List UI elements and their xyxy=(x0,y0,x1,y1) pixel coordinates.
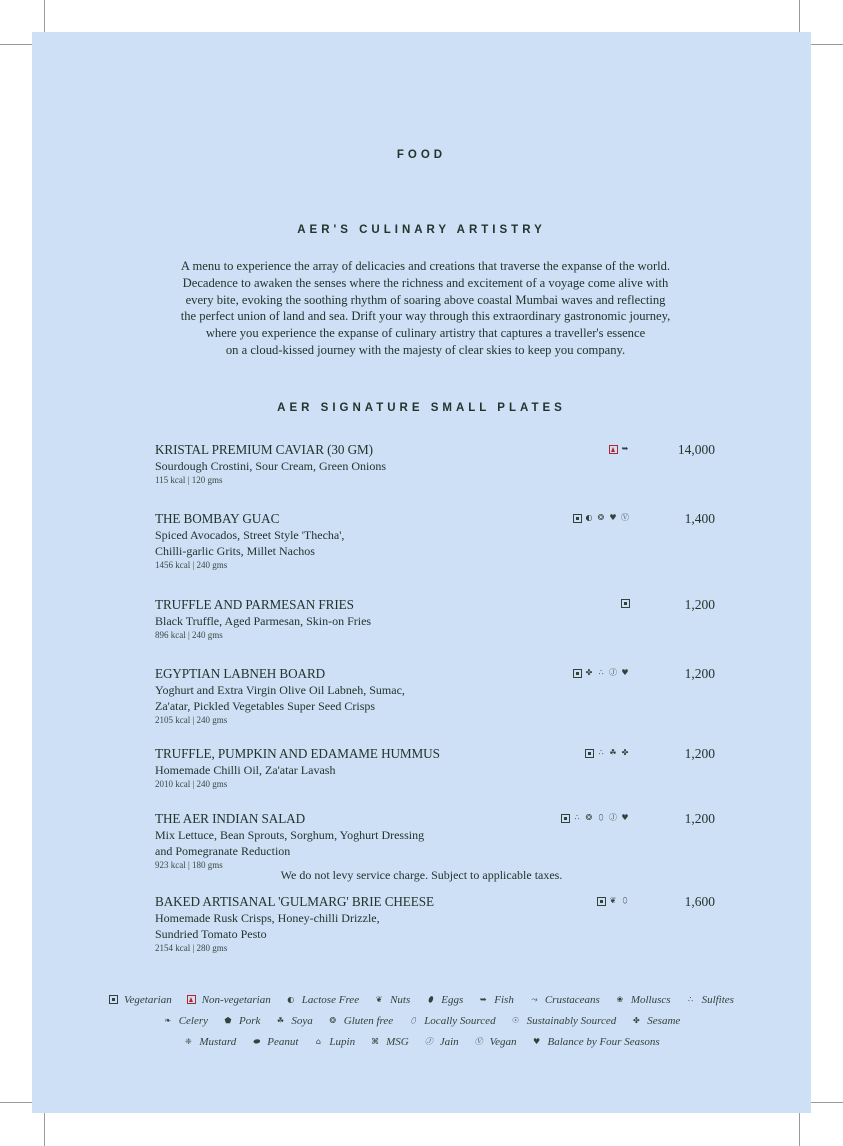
veg-icon xyxy=(573,669,582,678)
legend-entry xyxy=(328,1015,393,1027)
legend-label: Sesame xyxy=(647,1014,681,1027)
balance-icon: ♥ xyxy=(621,813,629,822)
item-description: Sourdough Crostini, Sour Cream, Green Onions xyxy=(155,459,386,473)
legend-entry xyxy=(511,1015,617,1027)
lactose-free-icon: ◐ xyxy=(287,994,295,1004)
item-description: Za'atar, Pickled Vegetables Super Seed Crisps xyxy=(155,699,376,713)
item-price: 1,600 xyxy=(684,894,715,909)
legend-entry xyxy=(187,994,271,1006)
legend-row xyxy=(32,1010,811,1031)
jain-icon: Ⓙ xyxy=(424,1036,433,1046)
veg-icon xyxy=(597,897,606,906)
gluten-free-icon: ❂ xyxy=(597,513,605,522)
soya-icon: ☘ xyxy=(276,1015,284,1025)
item-dietary-icons xyxy=(573,668,630,678)
eggs-icon: ⬮ xyxy=(427,994,433,1004)
celery-icon: ❧ xyxy=(164,1015,172,1025)
intro-line: where you experience the expanse of culinary artistry that captures a traveller's essence xyxy=(205,326,646,341)
footer-note: We do not levy service charge. Subject to applicable taxes. xyxy=(280,868,563,882)
item-kcal: 115 kcal | 120 gms xyxy=(155,475,223,485)
legend-label: Gluten free xyxy=(343,1014,394,1027)
pork-icon: ⬟ xyxy=(224,1015,232,1025)
locally-sourced-icon: ⬯ xyxy=(410,1015,416,1025)
legend-entry xyxy=(425,994,463,1006)
intro-line: the perfect union of land and sea. Drift your way through this extraordinary gastronomic journey, xyxy=(180,309,671,324)
item-dietary-icons xyxy=(561,813,630,823)
item-kcal: 1456 kcal | 240 gms xyxy=(155,560,228,570)
legend-label: Non-vegetarian xyxy=(201,993,271,1006)
food-heading: FOOD xyxy=(396,149,447,161)
fish-icon: ➥ xyxy=(479,994,487,1004)
vegan-icon: Ⓥ xyxy=(621,513,629,522)
legend-entry xyxy=(251,1036,298,1048)
legend-label: Jain xyxy=(439,1035,459,1048)
item-price: 1,200 xyxy=(684,597,715,612)
veg-icon xyxy=(561,814,570,823)
intro-line: every bite, evoking the soothing rhythm of soaring above coastal Mumbai waves and reflecting xyxy=(185,292,666,307)
legend-entry xyxy=(286,994,359,1006)
intro-paragraph xyxy=(132,258,719,359)
sesame-icon: ✤ xyxy=(632,1015,640,1025)
peanut-icon: ⬬ xyxy=(252,1036,260,1046)
item-price: 1,400 xyxy=(684,511,715,526)
veg-icon xyxy=(621,599,630,608)
item-dietary-icons xyxy=(597,896,630,906)
non-veg-icon xyxy=(609,445,618,454)
vegan-icon: Ⓥ xyxy=(474,1036,483,1046)
legend-label: Molluscs xyxy=(630,993,671,1006)
item-name: TRUFFLE, PUMPKIN AND EDAMAME HUMMUS xyxy=(155,746,440,761)
legend-entry xyxy=(529,994,600,1006)
item-description: Homemade Chilli Oil, Za'atar Lavash xyxy=(155,763,336,777)
item-description: and Pomegranate Reduction xyxy=(155,844,291,858)
menu-item xyxy=(155,746,715,791)
sesame-icon: ✤ xyxy=(621,748,629,757)
sustainably-sourced-icon: ☉ xyxy=(511,1015,520,1025)
legend-label: Lactose Free xyxy=(301,993,360,1006)
section-heading: AER SIGNATURE SMALL PLATES xyxy=(277,402,566,414)
legend-entry xyxy=(686,994,734,1006)
gluten-free-icon: ❂ xyxy=(585,813,593,822)
sulfites-icon: ∴ xyxy=(598,748,604,757)
sulfites-icon: ∴ xyxy=(574,813,580,822)
legend-label: Peanut xyxy=(267,1035,299,1048)
item-dietary-icons xyxy=(585,748,630,758)
crop-mark xyxy=(44,0,45,32)
item-price: 14,000 xyxy=(677,442,715,457)
item-dietary-icons xyxy=(621,599,630,608)
item-description: Black Truffle, Aged Parmesan, Skin-on Fries xyxy=(155,614,372,628)
crop-mark xyxy=(44,1113,45,1146)
item-description: Mix Lettuce, Bean Sprouts, Sorghum, Yoghurt Dressing xyxy=(155,828,425,842)
menu-page xyxy=(32,32,811,1113)
crop-mark xyxy=(799,0,800,32)
legend-label: Soya xyxy=(291,1014,313,1027)
legend-row xyxy=(32,1031,811,1052)
item-description: Sundried Tomato Pesto xyxy=(155,927,267,941)
item-name: EGYPTIAN LABNEH BOARD xyxy=(155,666,326,681)
veg-icon xyxy=(109,995,118,1004)
lupin-icon: ⌂ xyxy=(315,1036,321,1046)
item-name: THE AER INDIAN SALAD xyxy=(155,811,306,826)
sulfites-icon: ∴ xyxy=(598,668,604,677)
intro-line: A menu to experience the array of delicacies and creations that traverse the expanse of the world. xyxy=(180,259,671,273)
crustaceans-icon: ⤳ xyxy=(530,994,538,1004)
legend-label: Eggs xyxy=(441,993,464,1006)
legend-entry xyxy=(532,1036,660,1048)
legend-entry xyxy=(275,1015,312,1027)
jain-icon: Ⓙ xyxy=(609,668,617,677)
menu-item xyxy=(155,597,715,642)
legend-entry xyxy=(370,1036,409,1048)
item-name: KRISTAL PREMIUM CAVIAR (30 GM) xyxy=(155,442,373,457)
item-dietary-icons xyxy=(609,444,630,454)
culinary-heading: AER'S CULINARY ARTISTRY xyxy=(297,224,546,236)
jain-icon: Ⓙ xyxy=(609,813,617,822)
legend-label: Fish xyxy=(494,993,514,1006)
crop-mark xyxy=(811,44,843,45)
balance-icon: ♥ xyxy=(609,513,617,522)
balance-icon: ♥ xyxy=(621,668,629,677)
item-price: 1,200 xyxy=(684,746,715,761)
locally-sourced-icon: ⬯ xyxy=(598,813,604,822)
legend-entry xyxy=(474,1036,517,1048)
legend-entry xyxy=(109,994,172,1006)
legend-label: MSG xyxy=(386,1035,409,1048)
veg-icon xyxy=(585,749,594,758)
sulfites-icon: ∴ xyxy=(688,994,694,1004)
item-description: Spiced Avocados, Street Style 'Thecha', xyxy=(155,528,345,542)
sesame-icon: ✤ xyxy=(585,668,593,677)
mustard-icon: ❈ xyxy=(184,1036,192,1046)
legend-entry xyxy=(183,1036,236,1048)
locally-sourced-icon: ⬯ xyxy=(622,896,628,905)
crop-mark xyxy=(811,1102,843,1103)
lactose-free-icon: ◐ xyxy=(585,513,593,522)
fish-icon: ➥ xyxy=(621,444,629,453)
item-kcal: 2154 kcal | 280 gms xyxy=(155,943,228,953)
gluten-free-icon: ❂ xyxy=(329,1015,337,1025)
balance-icon: ♥ xyxy=(532,1036,541,1046)
legend-entry xyxy=(408,1015,495,1027)
legend-entry xyxy=(223,1015,260,1027)
legend-row xyxy=(32,989,811,1010)
legend-label: Mustard xyxy=(199,1035,237,1048)
item-kcal: 2010 kcal | 240 gms xyxy=(155,779,228,789)
menu-item xyxy=(155,666,715,727)
dietary-legend xyxy=(32,989,811,1052)
intro-line: Decadence to awaken the senses where the richness and excitement of a voyage come alive with xyxy=(182,275,669,290)
veg-icon xyxy=(573,514,582,523)
nuts-icon: ❦ xyxy=(375,994,383,1004)
legend-label: Balance by Four Seasons xyxy=(547,1035,660,1048)
item-description: Chilli-garlic Grits, Millet Nachos xyxy=(155,544,315,558)
item-kcal: 2105 kcal | 240 gms xyxy=(155,715,228,725)
item-price: 1,200 xyxy=(684,811,715,826)
legend-label: Celery xyxy=(178,1014,209,1027)
item-dietary-icons xyxy=(573,513,630,523)
item-price: 1,200 xyxy=(684,666,715,681)
legend-label: Crustaceans xyxy=(544,993,600,1006)
legend-entry xyxy=(374,994,410,1006)
nuts-icon: ❦ xyxy=(609,896,617,905)
menu-item xyxy=(155,442,715,487)
legend-label: Vegetarian xyxy=(124,993,172,1006)
legend-label: Pork xyxy=(239,1014,261,1027)
item-description: Homemade Rusk Crisps, Honey-chilli Drizzle, xyxy=(155,911,380,925)
crop-mark xyxy=(0,44,32,45)
legend-label: Sustainably Sourced xyxy=(526,1014,617,1027)
msg-icon: ⌘ xyxy=(371,1036,380,1046)
item-name: THE BOMBAY GUAC xyxy=(155,511,280,526)
intro-line: on a cloud-kissed journey with the majesty of clear skies to keep you company. xyxy=(225,342,626,357)
item-name: TRUFFLE AND PARMESAN FRIES xyxy=(155,597,354,612)
menu-item xyxy=(155,511,715,572)
legend-entry xyxy=(424,1036,459,1048)
crop-mark xyxy=(0,1102,32,1103)
menu-item xyxy=(155,811,715,872)
molluscs-icon: ❀ xyxy=(616,994,624,1004)
legend-entry xyxy=(163,1015,208,1027)
legend-entry xyxy=(313,1036,355,1048)
menu-item xyxy=(155,894,715,955)
item-kcal: 923 kcal | 180 gms xyxy=(155,860,223,870)
legend-label: Sulfites xyxy=(701,993,734,1006)
legend-label: Locally Sourced xyxy=(424,1014,496,1027)
soya-icon: ☘ xyxy=(609,748,617,757)
non-veg-icon xyxy=(187,995,196,1004)
legend-label: Lupin xyxy=(329,1035,356,1048)
legend-entry xyxy=(631,1015,680,1027)
legend-label: Nuts xyxy=(390,993,411,1006)
legend-entry xyxy=(615,994,671,1006)
crop-mark xyxy=(799,1113,800,1146)
item-kcal: 896 kcal | 240 gms xyxy=(155,630,223,640)
item-description: Yoghurt and Extra Virgin Olive Oil Labneh, Sumac, xyxy=(155,683,405,697)
item-name: BAKED ARTISANAL 'GULMARG' BRIE CHEESE xyxy=(155,894,434,909)
legend-entry xyxy=(478,994,514,1006)
legend-label: Vegan xyxy=(489,1035,517,1048)
